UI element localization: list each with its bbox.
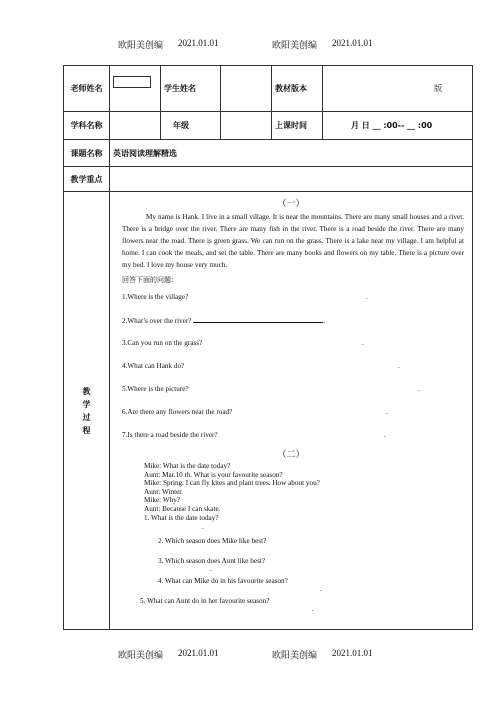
question-6-text: 6.Are there any flowers near the road? [122,408,233,416]
textbook-version-value[interactable] [323,66,473,112]
question-7-text: 7.Is there a road beside the river? [122,431,218,439]
dialogue-line: Mike: Spring. I can fly kites and plant trees. How about you? [144,479,320,488]
question-4: 4.What can Hank do? . [122,362,400,370]
edition-suffix: 版 [434,84,442,93]
header-author-right: 欧阳美创编 [272,40,318,50]
dialogue-line: Mike: Why? [144,496,180,505]
footer-date-left: 2021.01.01 [178,648,219,658]
teaching-focus-value[interactable] [110,167,473,192]
dialogue-question-4: 4. What can Mike do in his favourite season? . [158,576,322,593]
teaching-process-content [110,192,473,630]
textbook-version-label: 教材版本 [272,66,323,112]
teacher-name-box [113,76,151,88]
question-4-text: 4.What can Hank do? [122,362,185,370]
dialogue-question-3: 3. Which season does Aunt like best? . [158,556,266,573]
topic-name-value: 英语阅读理解精选 [110,140,473,167]
question-5-text: 5.Where is the picture? [122,385,189,393]
dialogue-line: Aunt: Mar.10 th. What is your favourite season? [144,470,283,479]
footer-author-right: 欧阳美创编 [272,650,318,660]
footer-date-right: 2021.01.01 [332,648,373,658]
question-5: 5.Where is the picture? . [122,385,420,393]
section1-title: （一） [277,199,305,209]
dialogue-question-2 [158,535,468,555]
footer-author-left: 欧阳美创编 [118,650,164,660]
question-7: 7.Is there a road beside the river? . [122,431,386,439]
header-author-left: 欧阳美创编 [118,40,164,50]
lesson-plan-table [63,65,473,630]
section2-title: （二） [277,450,305,460]
dialogue-question-4-text: 4. What can Mike do in his favourite season? [158,576,288,585]
dialogue-line: Mike: What is the date today? [144,462,231,470]
teacher-name-value[interactable] [110,66,161,112]
subject-name-value[interactable] [110,112,161,140]
teaching-focus-label: 教学重点 [64,167,110,192]
question-1-text: 1.Where is the village? [122,293,189,301]
questions-prompt: 回答下面的问题： [122,276,178,284]
class-time-value[interactable]: 月 日 __ :00-- __ :00 [323,112,473,140]
dialogue-question-5-text: 5. What can Aunt do in her favourite season? [140,596,270,605]
dialogue-question-2-text: 2. Which season does Mike like best? [158,536,267,545]
question-6: 6.Are there any flowers near the road? . [122,408,388,416]
student-name-label: 学生姓名 [161,66,221,112]
student-name-value[interactable] [221,66,272,112]
question-1: 1.Where is the village? . [122,293,368,301]
dialogue-question-5: 5. What can Aunt do in her favourite season? . [140,596,314,613]
question-3: 3.Can you run on the grass? . [122,339,364,347]
header-date-right: 2021.01.01 [332,38,373,48]
grade-value[interactable] [221,112,272,140]
dialogue-line: Aunt: Because I can skate. [144,504,221,513]
class-time-label: 上课时间 [272,112,323,140]
question-3-text: 3.Can you run on the grass? [122,339,203,347]
question-2-text: 2.What’s over the river? [122,317,192,325]
dialogue-line: Aunt: Winter. [144,487,184,496]
dialogue-question-1: 1. What is the date today? . [144,513,219,531]
grade-label: 年级 [161,112,221,140]
header-date-left: 2021.01.01 [178,38,219,48]
teaching-process-label [64,192,110,630]
answer-line [193,314,323,323]
topic-name-label: 课题名称 [64,140,110,167]
question-2: 2.What’s over the river? . [122,314,460,337]
subject-name-label: 学科名称 [64,112,110,140]
dialogue-question-3-text: 3. Which season does Aunt like best? [158,556,266,565]
passage-text: My name is Hank. I live in a small village. It is near the mountains. There are many small houses and a river. There is a bridge over the river. There are many fish in the river. There is a road beside the river. There are many flowers near the road. There is green grass. We can run on the grass. There is a lake near my village. I am helpful at home. I can cook the meals, and set the table. There are many books and flowers on my table. There is a picture over my bed. I love my house very much. [122,213,464,269]
teaching-process-text: 教学过程 [82,386,91,435]
dialogue-question-1-text: 1. What is the date today? [144,513,219,522]
teacher-name-label: 老师姓名 [64,66,110,112]
